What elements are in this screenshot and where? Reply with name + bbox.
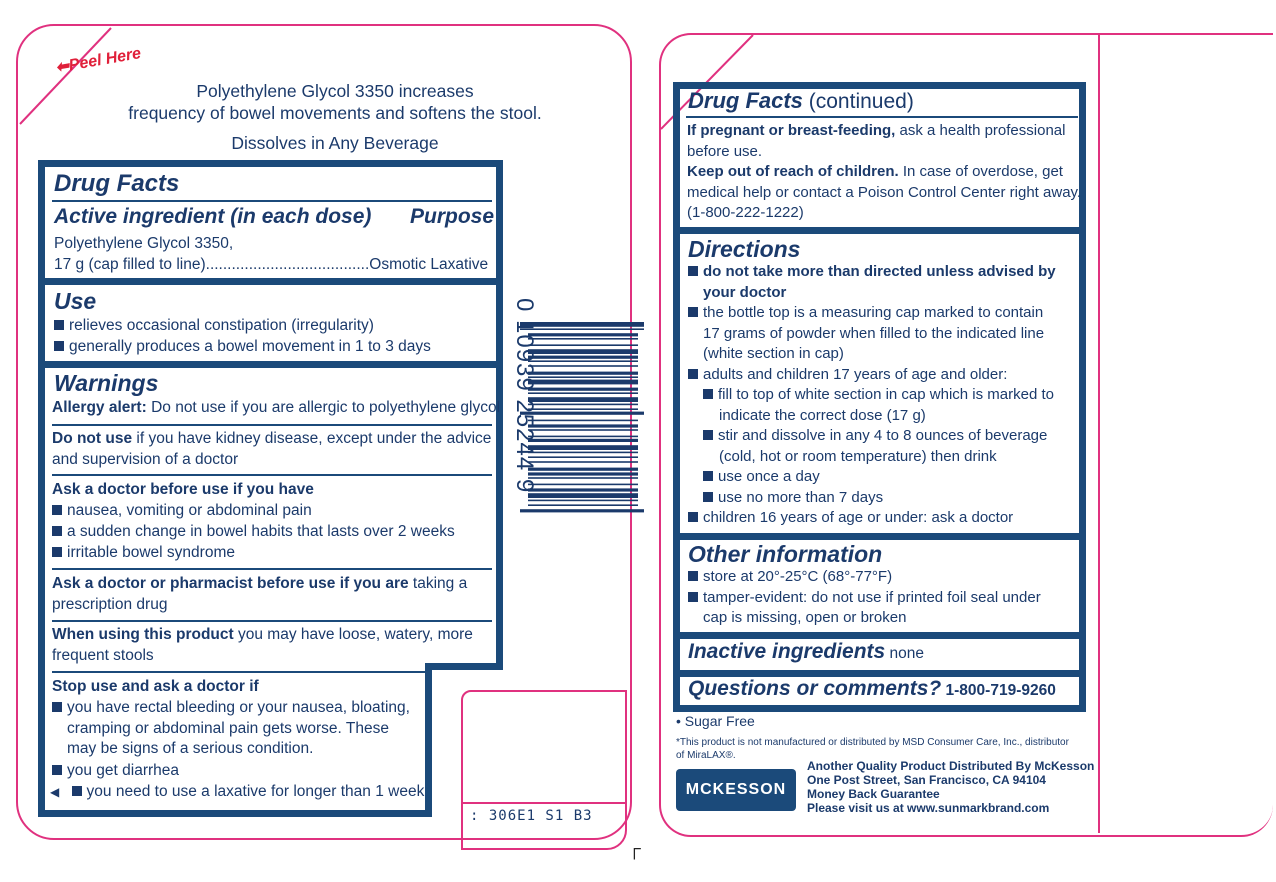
inactive-ingredients: Inactive ingredients none xyxy=(688,640,925,663)
ingredient-line2: 17 g (cap filled to line)......................................Osmotic Laxative xyxy=(54,256,489,273)
questions-comments: Questions or comments? 1-800-719-9260 xyxy=(688,677,1056,700)
barcode-bar xyxy=(528,472,638,475)
active-ingredient-header: Active ingredient (in each dose) xyxy=(54,205,372,228)
bullet-square-icon xyxy=(52,547,62,557)
divider xyxy=(52,200,492,202)
stop-use-item: you get diarrhea xyxy=(52,761,179,782)
use-title: Use xyxy=(54,288,97,314)
bullet-square-icon xyxy=(52,702,62,712)
barcode-bar xyxy=(528,420,638,422)
barcode-bar xyxy=(528,493,638,498)
corner-mark: ┌ xyxy=(628,838,641,858)
bullet-square-icon xyxy=(688,307,698,317)
divider xyxy=(52,474,492,476)
allergy-alert: Allergy alert: Do not use if you are allergic to polyethylene glycol xyxy=(52,399,501,416)
barcode-bar xyxy=(528,372,638,375)
bullet-square-icon xyxy=(52,765,62,775)
section-bar xyxy=(680,632,1079,639)
other-info-list: store at 20°-25°C (68°-77°F) tamper-evident: do not use if printed foil seal under cap is missing, open or broken xyxy=(688,567,1041,629)
stop-use-item: ◀ you need to use a laxative for longer than 1 week xyxy=(50,783,425,800)
directions-title: Directions xyxy=(688,236,801,262)
barcode-bar xyxy=(528,356,638,359)
bullet-square-icon xyxy=(52,526,62,536)
drug-facts-continued-title: Drug Facts (continued) xyxy=(688,88,914,113)
use-item: generally produces a bowel movement in 1 to 3 days xyxy=(54,337,431,358)
distributor-info: Another Quality Product Distributed By McKesson One Post Street, San Francisco, CA 94104 Money Back Guarantee Please visit us at www.sunmarkbrand.com xyxy=(807,759,1095,815)
intro-text: Polyethylene Glycol 3350 increases frequency of bowel movements and softens the stool. Dissolves in Any Beverage xyxy=(128,81,542,153)
peel-here-tab[interactable]: ⬅Peel Here xyxy=(54,44,143,77)
barcode-bar xyxy=(528,477,638,479)
section-bar xyxy=(680,533,1079,540)
lot-code-line xyxy=(461,802,627,804)
barcode-bar xyxy=(528,360,638,362)
lot-code-box xyxy=(461,690,627,850)
ask-pharmacist: Ask a doctor or pharmacist before use if you are taking a prescription drug xyxy=(52,575,468,613)
divider xyxy=(52,424,492,426)
barcode-bar xyxy=(528,484,638,486)
ask-doctor-title: Ask a doctor before use if you have xyxy=(52,481,314,498)
bullet-square-icon xyxy=(54,320,64,330)
bullet-square-icon xyxy=(688,571,698,581)
bullet-square-icon xyxy=(688,512,698,522)
barcode-bar xyxy=(528,461,638,463)
barcode-bar xyxy=(528,349,638,354)
barcode-bar xyxy=(528,424,638,427)
ask-doctor-item: a sudden change in bowel habits that lasts over 2 weeks xyxy=(52,522,455,543)
barcode-bar xyxy=(528,456,638,458)
when-using: When using this product you may have loose, watery, more frequent stools xyxy=(52,626,473,664)
barcode-bar xyxy=(528,404,638,406)
bullet-square-icon xyxy=(72,786,82,796)
section-bar xyxy=(45,361,496,368)
barcode-bar xyxy=(528,436,638,438)
barcode-bar xyxy=(528,388,638,391)
lot-code: : 306E1 S1 B3 xyxy=(470,808,593,824)
barcode-bar xyxy=(528,452,638,454)
pregnant-warning: If pregnant or breast-feeding, ask a health professional before use. Keep out of reach of children. In case of overdose, get medical help or contact a Poison Control Center right away. (1-800-222-1222) xyxy=(687,122,1082,221)
frame-notch-side xyxy=(425,663,432,817)
bullet-square-icon xyxy=(703,492,713,502)
bullet-dot-icon: • xyxy=(676,713,681,729)
barcode-bar xyxy=(528,365,638,367)
section-bar xyxy=(680,670,1079,677)
use-item: relieves occasional constipation (irregularity) xyxy=(54,316,374,337)
divider xyxy=(52,620,492,622)
directions-list: do not take more than directed unless advised by your doctor the bottle top is a measuring cap marked to contain 17 grams of powder when filled to the indicated line (white section in cap) adults and children 17 years of age and older: fill to top of white section in cap which is marked to indicate the correct dose (17 g) stir and dissolve in any 4 to 8 ounces of beverage (cold, hot or room temperature) then drink use once a day use no more than 7 days children 16 years of age or under: ask a doctor xyxy=(688,262,1056,529)
barcode-bar xyxy=(528,468,638,471)
barcode-bar xyxy=(528,504,638,506)
mckesson-logo: MCKESSON xyxy=(676,769,796,811)
barcode-bar xyxy=(528,445,638,450)
barcode-bar xyxy=(528,429,638,431)
bullet-square-icon xyxy=(688,369,698,379)
bullet-square-icon xyxy=(54,341,64,351)
stop-use-item: you have rectal bleeding or your nausea, bloating, cramping or abdominal pain gets worse. These may be signs of a serious condition. xyxy=(52,698,410,760)
bullet-square-icon xyxy=(52,505,62,515)
barcode-bar xyxy=(528,392,638,394)
section-bar xyxy=(45,278,496,285)
divider xyxy=(686,116,1078,118)
ingredient-line1: Polyethylene Glycol 3350, xyxy=(54,235,234,252)
peel-arrow-icon: ⬅ xyxy=(54,57,71,77)
triangle-left-icon: ◀ xyxy=(50,785,60,799)
bullet-square-icon xyxy=(703,389,713,399)
drug-facts-title: Drug Facts xyxy=(54,170,180,197)
barcode-bar xyxy=(528,333,638,336)
divider xyxy=(52,671,425,673)
barcode-bar xyxy=(528,380,638,385)
warnings-title: Warnings xyxy=(54,370,159,396)
do-not-use: Do not use if you have kidney disease, except under the advice and supervision of a doctor xyxy=(52,430,492,468)
fold-line xyxy=(1098,33,1100,833)
disclaimer: *This product is not manufactured or distributed by MSD Consumer Care, Inc., distributor of MiraLAX®. xyxy=(676,737,1069,761)
ask-doctor-item: irritable bowel syndrome xyxy=(52,543,235,564)
barcode-bar xyxy=(528,439,638,442)
other-info-title: Other information xyxy=(688,541,883,567)
bullet-square-icon xyxy=(688,266,698,276)
barcode-bar xyxy=(528,408,638,410)
section-bar xyxy=(680,227,1079,234)
ask-doctor-item: nausea, vomiting or abdominal pain xyxy=(52,501,312,522)
purpose-header: Purpose xyxy=(410,205,495,228)
bullet-square-icon xyxy=(703,471,713,481)
barcode-bar xyxy=(528,344,638,346)
bullet-square-icon xyxy=(703,430,713,440)
barcode-bar xyxy=(528,397,638,402)
barcode-bar xyxy=(528,500,638,502)
divider xyxy=(52,568,492,570)
barcode-bar xyxy=(528,338,638,340)
barcode-digits: 0 10939 25244 9 xyxy=(511,298,538,494)
barcode-bar xyxy=(528,488,638,491)
barcode-bar xyxy=(528,376,638,378)
stop-use-title: Stop use and ask a doctor if xyxy=(52,678,259,695)
sugar-free: • Sugar Free xyxy=(676,713,755,729)
bullet-square-icon xyxy=(688,592,698,602)
